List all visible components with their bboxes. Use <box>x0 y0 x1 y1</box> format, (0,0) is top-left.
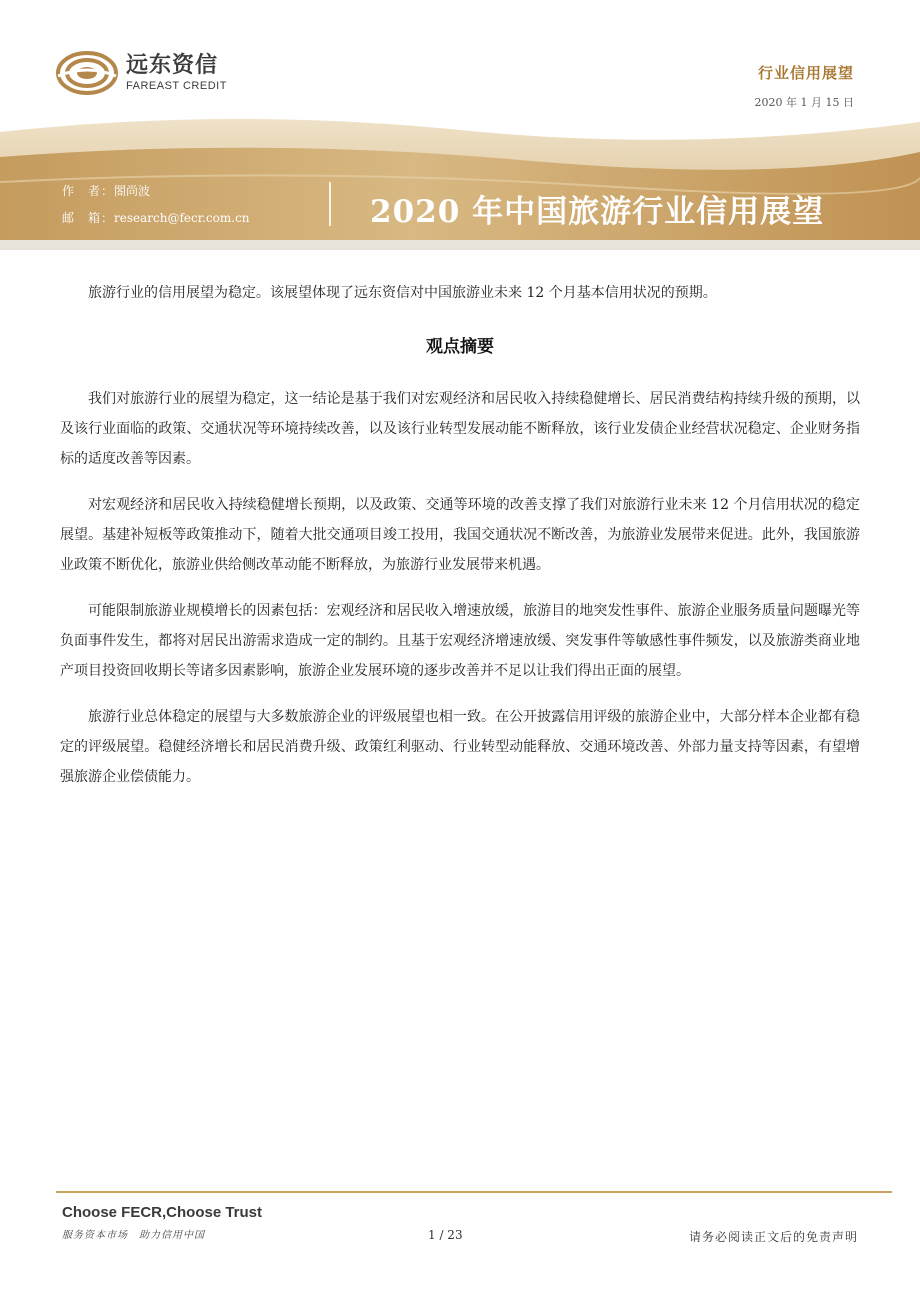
section-title: 观点摘要 <box>426 337 494 357</box>
fareast-logo-icon <box>56 50 118 96</box>
footer-slogan-sub: 服务资本市场 助力信用中国 <box>62 1230 205 1241</box>
body-paragraph: 旅游行业总体稳定的展望与大多数旅游企业的评级展望也相一致。在公开披露信用评级的旅游企业中，大部分样本企业都有稳定的评级展望。稳健经济增长和居民消费升级、政策红利驱动、行业转型动能释放、交通环境改善、外部力量支持等因素，有望增强旅游企业偿债能力。 <box>60 709 860 785</box>
report-date: 2020 年 1 月 15 日 <box>754 96 854 109</box>
brand-name-cn: 远东资信 <box>126 53 219 78</box>
author-label: 作 者： <box>62 184 115 198</box>
report-title: 2020 年中国旅游行业信用展望 <box>370 194 825 230</box>
footer-disclaimer: 请务必阅读正文后的免责声明 <box>688 1230 858 1244</box>
brand-name-en: FAREAST CREDIT <box>126 80 227 92</box>
author-name: 閤尚波 <box>114 184 151 198</box>
footer-slogan: Choose FECR,Choose Trust <box>62 1204 263 1221</box>
body-paragraph: 对宏观经济和居民收入持续稳健增长预期，以及政策、交通等环境的改善支撑了我们对旅游行业未来 12 个月信用状况的稳定展望。基建补短板等政策推动下，随着大批交通项目竣工投用，我国交通状况不断改善，为旅游业发展带来促进。此外，我国旅游业政策不断优化，旅游业供给侧改革动能不断释放，为旅游行业发展带来机遇。 <box>60 497 860 573</box>
report-body <box>60 278 860 808</box>
lead-paragraph: 旅游行业的信用展望为稳定。该展望体现了远东资信对中国旅游业未来 12 个月基本信用状况的预期。 <box>88 285 717 301</box>
report-header <box>0 0 920 250</box>
email-label: 邮 箱： <box>62 211 115 225</box>
author-row <box>62 178 250 205</box>
footer-divider <box>56 1191 892 1193</box>
email-address[interactable]: research@fecr.com.cn <box>114 211 250 225</box>
email-row <box>62 205 250 232</box>
author-info <box>62 178 250 232</box>
body-paragraph: 我们对旅游行业的展望为稳定，这一结论是基于我们对宏观经济和居民收入持续稳健增长、居民消费结构持续升级的预期，以及该行业面临的政策、交通状况等环境持续改善，以及该行业转型发展动能不断释放，该行业发债企业经营状况稳定、企业财务指标的适度改善等因素。 <box>60 391 860 467</box>
body-paragraph: 可能限制旅游业规模增长的因素包括：宏观经济和居民收入增速放缓，旅游目的地突发性事件、旅游企业服务质量问题曝光等负面事件发生，都将对居民出游需求造成一定的制约。且基于宏观经济增速放缓、突发事件等敏感性事件频发，以及旅游类商业地产项目投资回收期长等诸多因素影响，旅游企业发展环境的逐步改善并不足以让我们得出正面的展望。 <box>60 603 860 679</box>
header-divider <box>329 182 331 226</box>
company-logo <box>56 50 227 96</box>
page-number: 1 / 23 <box>428 1228 463 1242</box>
report-type: 行业信用展望 <box>757 64 854 82</box>
